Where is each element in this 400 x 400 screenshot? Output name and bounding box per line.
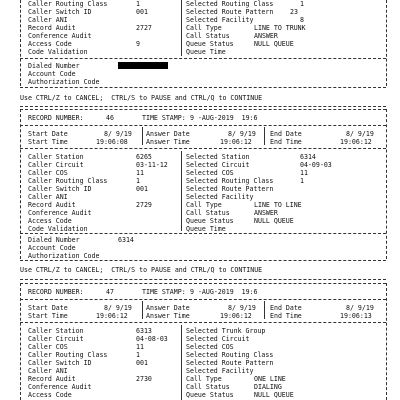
field-value: 11 — [136, 169, 144, 177]
column-divider — [264, 301, 265, 319]
field-value: 11 — [300, 169, 308, 177]
column-divider — [181, 325, 182, 400]
field-label: Record Audit — [28, 201, 76, 209]
field-value: 1 — [136, 0, 140, 8]
separator-line — [20, 106, 386, 107]
end-time-label: End Time — [270, 138, 302, 146]
field-label: Conference Audit — [28, 209, 92, 217]
field-value: 23 — [290, 8, 298, 16]
field-label: Selected Circuit — [186, 161, 250, 169]
field-label: Caller Circuit — [28, 335, 84, 343]
field-label: Account Code — [28, 70, 76, 78]
field-label: Dialed Number — [28, 236, 80, 244]
field-label: Code Validation — [28, 225, 88, 233]
field-label: Call Type — [186, 24, 222, 32]
field-label: Selected Facility — [186, 193, 254, 201]
record-number-label: RECORD NUMBER: — [28, 288, 84, 296]
answer-time-label: Answer Time — [146, 138, 190, 146]
end-date: 8/ 9/19 — [346, 130, 374, 138]
field-label: Caller COS — [28, 169, 68, 177]
field-label: Caller Routing Class — [28, 351, 108, 359]
field-label: Selected Routing Class — [186, 351, 274, 359]
field-value: 6314 — [300, 153, 316, 161]
field-value: 04-08-03 — [136, 335, 168, 343]
field-label: Call Type — [186, 375, 222, 383]
box-top-line — [20, 109, 386, 110]
start-time-label: Start Time — [28, 138, 68, 146]
answer-date: 8/ 9/19 — [228, 130, 256, 138]
field-label: Caller Switch ID — [28, 185, 92, 193]
box-right-border — [386, 0, 387, 86]
field-label: Authorization Code — [28, 78, 100, 86]
time-stamp: 9 -AUG-2019 19:6 — [190, 288, 258, 296]
answer-time-label: Answer Time — [146, 312, 190, 320]
field-value: NULL QUEUE — [254, 40, 294, 48]
field-label: Queue Status — [186, 391, 234, 399]
field-value: NULL QUEUE — [254, 391, 294, 399]
field-value: 03-11-12 — [136, 161, 168, 169]
field-value: 1 — [300, 177, 304, 185]
field-label: Selected Route Pattern — [186, 185, 274, 193]
divider-line — [20, 58, 386, 59]
control-prompt: Use CTRL/Z to CANCEL; CTRL/S to PAUSE and CTRL/Q to CONTINUE — [20, 94, 263, 102]
field-label: Access Code — [28, 40, 72, 48]
field-label: Call Status — [186, 383, 230, 391]
redaction-bar — [118, 62, 168, 69]
field-value: 001 — [136, 359, 148, 367]
box-left-border — [20, 109, 21, 259]
field-label: Caller Station — [28, 327, 84, 335]
field-label: Queue Time — [186, 48, 226, 56]
field-value: 2729 — [136, 201, 152, 209]
answer-time: 19:06:12 — [220, 138, 252, 146]
field-label: Caller Routing Class — [28, 177, 108, 185]
field-label: Dialed Number — [28, 62, 80, 70]
field-label: Queue Status — [186, 217, 234, 225]
column-divider — [142, 127, 143, 145]
start-date-label: Start Date — [28, 130, 68, 138]
field-label: Caller Switch ID — [28, 359, 92, 367]
record-number-label: RECORD NUMBER: — [28, 114, 84, 122]
start-date: 8/ 9/19 — [104, 304, 132, 312]
box-right-border — [386, 109, 387, 259]
field-value: 6265 — [136, 153, 152, 161]
start-time: 19:06:08 — [96, 138, 128, 146]
answer-date-label: Answer Date — [146, 304, 190, 312]
field-label: Caller ANI — [28, 193, 68, 201]
field-label: Selected Route Pattern — [186, 359, 274, 367]
field-label: Account Code — [28, 244, 76, 252]
field-value: 2727 — [136, 24, 152, 32]
field-value: DIALING — [254, 383, 282, 391]
field-value: ANSWER — [254, 32, 278, 40]
field-value: LINE TO TRUNK — [254, 24, 306, 32]
field-label: Selected Trunk Group — [186, 327, 266, 335]
field-label: Selected Facility — [186, 367, 254, 375]
field-label: Queue Status — [186, 40, 234, 48]
field-label: Selected Circuit — [186, 335, 250, 343]
box-left-border — [20, 0, 21, 86]
divider-line — [20, 233, 386, 234]
column-divider — [264, 127, 265, 145]
field-label: Caller Switch ID — [28, 8, 92, 16]
separator-line — [20, 279, 386, 280]
time-stamp: 9 -AUG-2019 19:6 — [190, 114, 258, 122]
field-value: 1 — [136, 351, 140, 359]
field-value: 6313 — [136, 327, 152, 335]
field-value: 8 — [300, 16, 304, 24]
field-label: Access Code — [28, 217, 72, 225]
field-label: Queue Time — [186, 225, 226, 233]
box-bottom-line — [20, 87, 386, 88]
field-label: Selected COS — [186, 343, 234, 351]
box-top-line — [20, 283, 386, 284]
divider-line — [20, 148, 386, 149]
column-divider — [181, 0, 182, 56]
field-value: 1 — [136, 177, 140, 185]
field-label: Selected COS — [186, 169, 234, 177]
end-time: 19:06:13 — [340, 312, 372, 320]
end-time-label: End Time — [270, 312, 302, 320]
field-label: Record Audit — [28, 375, 76, 383]
field-label: Access Code — [28, 391, 72, 399]
record-number: 47 — [106, 288, 114, 296]
field-value: ANSWER — [254, 209, 278, 217]
answer-time: 19:06:12 — [220, 312, 252, 320]
control-prompt: Use CTRL/Z to CANCEL; CTRL/S to PAUSE and CTRL/Q to CONTINUE — [20, 266, 263, 274]
field-label: Caller Circuit — [28, 161, 84, 169]
divider-line — [20, 322, 386, 323]
end-date-label: End Date — [270, 304, 302, 312]
field-label: Code Validation — [28, 48, 88, 56]
time-stamp-label: TIME STAMP: — [142, 288, 186, 296]
start-time: 19:06:12 — [96, 312, 128, 320]
field-label: Selected Routing Class — [186, 177, 274, 185]
field-value: 1 — [300, 0, 304, 8]
column-divider — [142, 301, 143, 319]
field-value: NULL QUEUE — [254, 217, 294, 225]
field-label: Selected Route Pattern — [186, 8, 274, 16]
divider-line — [20, 125, 386, 126]
field-label: Call Type — [186, 201, 222, 209]
dialed-number: 6314 — [118, 236, 134, 244]
record-number: 46 — [106, 114, 114, 122]
field-label: Selected Facility — [186, 16, 254, 24]
start-date: 8/ 9/19 — [104, 130, 132, 138]
answer-date: 8/ 9/19 — [228, 304, 256, 312]
box-right-border — [386, 283, 387, 400]
field-label: Selected Routing Class — [186, 0, 274, 8]
field-value: ONE LINE — [254, 375, 286, 383]
end-date: 8/ 9/19 — [346, 304, 374, 312]
field-value: 001 — [136, 185, 148, 193]
field-label: Caller ANI — [28, 16, 68, 24]
field-label: Caller Station — [28, 153, 84, 161]
field-label: Call Status — [186, 32, 230, 40]
field-label: Conference Audit — [28, 383, 92, 391]
field-label: Conference Audit — [28, 32, 92, 40]
box-bottom-line — [20, 260, 386, 261]
divider-line — [20, 299, 386, 300]
field-label: Selected Station — [186, 153, 250, 161]
start-date-label: Start Date — [28, 304, 68, 312]
field-value: 001 — [136, 8, 148, 16]
start-time-label: Start Time — [28, 312, 68, 320]
field-label: Record Audit — [28, 24, 76, 32]
column-divider — [181, 151, 182, 231]
field-value: 9 — [136, 40, 140, 48]
field-label: Caller Routing Class — [28, 0, 108, 8]
end-time: 19:06:12 — [340, 138, 372, 146]
field-label: Authorization Code — [28, 252, 100, 260]
field-value: 2730 — [136, 375, 152, 383]
end-date-label: End Date — [270, 130, 302, 138]
field-value: 11 — [136, 343, 144, 351]
field-value: 04-09-03 — [300, 161, 332, 169]
box-left-border — [20, 283, 21, 400]
answer-date-label: Answer Date — [146, 130, 190, 138]
field-label: Call Status — [186, 209, 230, 217]
field-label: Caller ANI — [28, 367, 68, 375]
field-label: Caller COS — [28, 343, 68, 351]
field-value: LINE TO LINE — [254, 201, 302, 209]
time-stamp-label: TIME STAMP: — [142, 114, 186, 122]
